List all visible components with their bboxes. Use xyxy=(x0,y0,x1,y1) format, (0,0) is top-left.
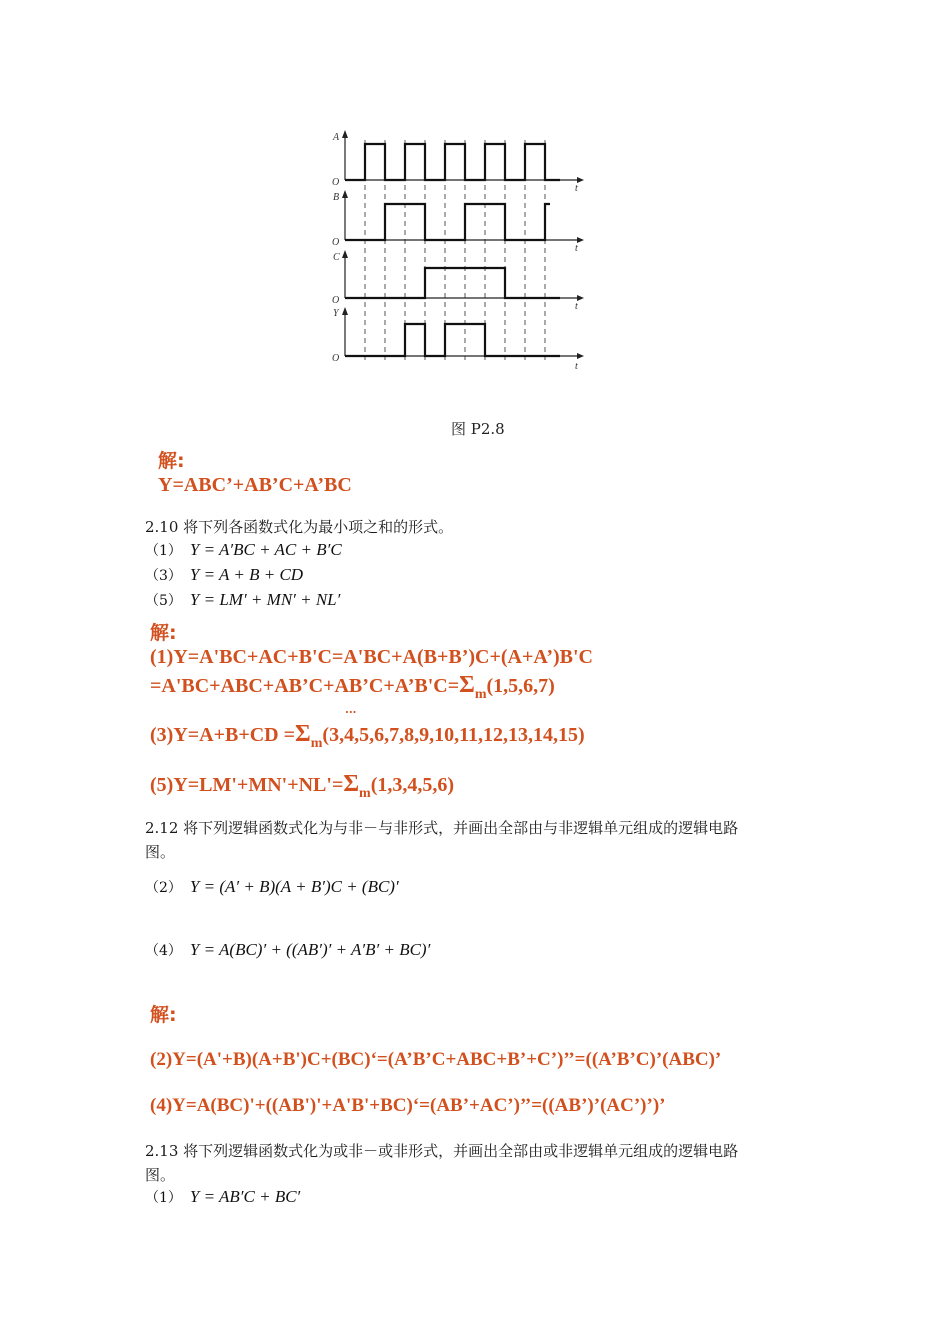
formula: Y = AB′C + BC′ xyxy=(189,1187,301,1206)
solution-heading-28: 解: xyxy=(158,450,185,472)
minterm-list: (1,3,4,5,6) xyxy=(370,774,455,796)
problem-213-item-1 xyxy=(145,1187,300,1207)
expr: (5)Y=LM'+MN'+NL'= xyxy=(150,774,344,796)
problem-210-item-5 xyxy=(145,590,340,610)
problem-212-item-4 xyxy=(145,940,430,960)
item-label: （2） xyxy=(145,880,182,896)
sigma-symbol: Σ xyxy=(459,672,475,698)
formula: Y = (A′ + B)(A + B′)C + (BC)′ xyxy=(189,877,399,896)
dashed-guides xyxy=(365,140,545,360)
label-c: C xyxy=(333,252,340,263)
problem-212-item-2 xyxy=(145,877,399,897)
item-label: （5） xyxy=(145,593,182,609)
wave-b xyxy=(345,204,550,240)
sigma-symbol: Σ xyxy=(343,771,360,797)
item-label: （3） xyxy=(145,568,182,584)
figure-caption: 图 P2.8 xyxy=(451,420,505,438)
problem-213-title-line1: 2.13 将下列逻辑函数式化为或非－或非形式，并画出全部由或非逻辑单元组成的逻辑电路 xyxy=(145,1142,739,1160)
origin-c: O xyxy=(332,295,340,306)
timing-diagram xyxy=(325,128,590,378)
sigma-subscript: m xyxy=(359,786,371,801)
expr: =A'BC+ABC+AB’C+AB’C+A’B'C= xyxy=(150,675,460,697)
problem-212-title-line2: 图。 xyxy=(145,843,176,861)
wave-y xyxy=(345,324,560,356)
axis-t-b: t xyxy=(575,243,578,254)
answer-212-2: (2)Y=(A'+B)(A+B')C+(BC)‘=(A’B’C+ABC+B’+C’)’’=((A’B’C)’(ABC)’ xyxy=(150,1049,722,1070)
sigma-symbol: Σ xyxy=(295,721,311,747)
answer-210-1-line2 xyxy=(150,672,555,703)
wave-c xyxy=(345,268,560,298)
sigma-subscript: m xyxy=(474,687,487,702)
solution-heading-212: 解: xyxy=(150,1004,177,1026)
answer-28: Y=ABC’+AB’C+A’BC xyxy=(158,474,352,496)
problem-210-title: 2.10 将下列各函数式化为最小项之和的形式。 xyxy=(145,518,454,536)
label-b: B xyxy=(333,192,340,203)
minterm-list: (3,4,5,6,7,8,9,10,11,12,13,14,15) xyxy=(322,724,585,746)
problem-213-title-line2: 图。 xyxy=(145,1166,176,1184)
dots-mark: ··· xyxy=(345,706,357,719)
label-y: Y xyxy=(333,308,339,319)
answer-210-1-line1: (1)Y=A'BC+AC+B'C=A'BC+A(B+B’)C+(A+A’)B'C xyxy=(150,646,593,668)
axis-t-y: t xyxy=(575,361,578,372)
problem-210-item-3 xyxy=(145,565,303,585)
sigma-subscript: m xyxy=(310,736,323,751)
answer-210-5 xyxy=(150,771,454,802)
item-label: （1） xyxy=(145,1190,182,1206)
formula: Y = A′BC + AC + B′C xyxy=(189,540,342,559)
formula: Y = A + B + CD xyxy=(189,565,304,584)
problem-212-title-line1: 2.12 将下列逻辑函数式化为与非－与非形式，并画出全部由与非逻辑单元组成的逻辑电路 xyxy=(145,819,739,837)
formula: Y = A(BC)′ + ((AB′)′ + A′B′ + BC)′ xyxy=(189,940,431,959)
minterm-list: (1,5,6,7) xyxy=(486,675,555,697)
label-a: A xyxy=(333,132,340,143)
answer-210-3 xyxy=(150,721,585,752)
item-label: （1） xyxy=(145,543,182,559)
problem-210-item-1 xyxy=(145,540,342,560)
origin-b: O xyxy=(332,237,340,248)
timing-figure xyxy=(325,128,590,378)
origin-y: O xyxy=(332,353,340,364)
axis-t-c: t xyxy=(575,301,578,312)
item-label: （4） xyxy=(145,943,182,959)
wave-a xyxy=(345,144,560,180)
origin-a: O xyxy=(332,177,340,188)
formula: Y = LM′ + MN′ + NL′ xyxy=(189,590,341,609)
answer-212-4: (4)Y=A(BC)'+((AB')'+A'B'+BC)‘=(AB’+AC’)’’=((AB’)’(AC’)’)’ xyxy=(150,1095,666,1116)
axis-t-a: t xyxy=(575,183,578,194)
solution-heading-210: 解: xyxy=(150,622,177,644)
expr: (3)Y=A+B+CD = xyxy=(150,724,296,746)
